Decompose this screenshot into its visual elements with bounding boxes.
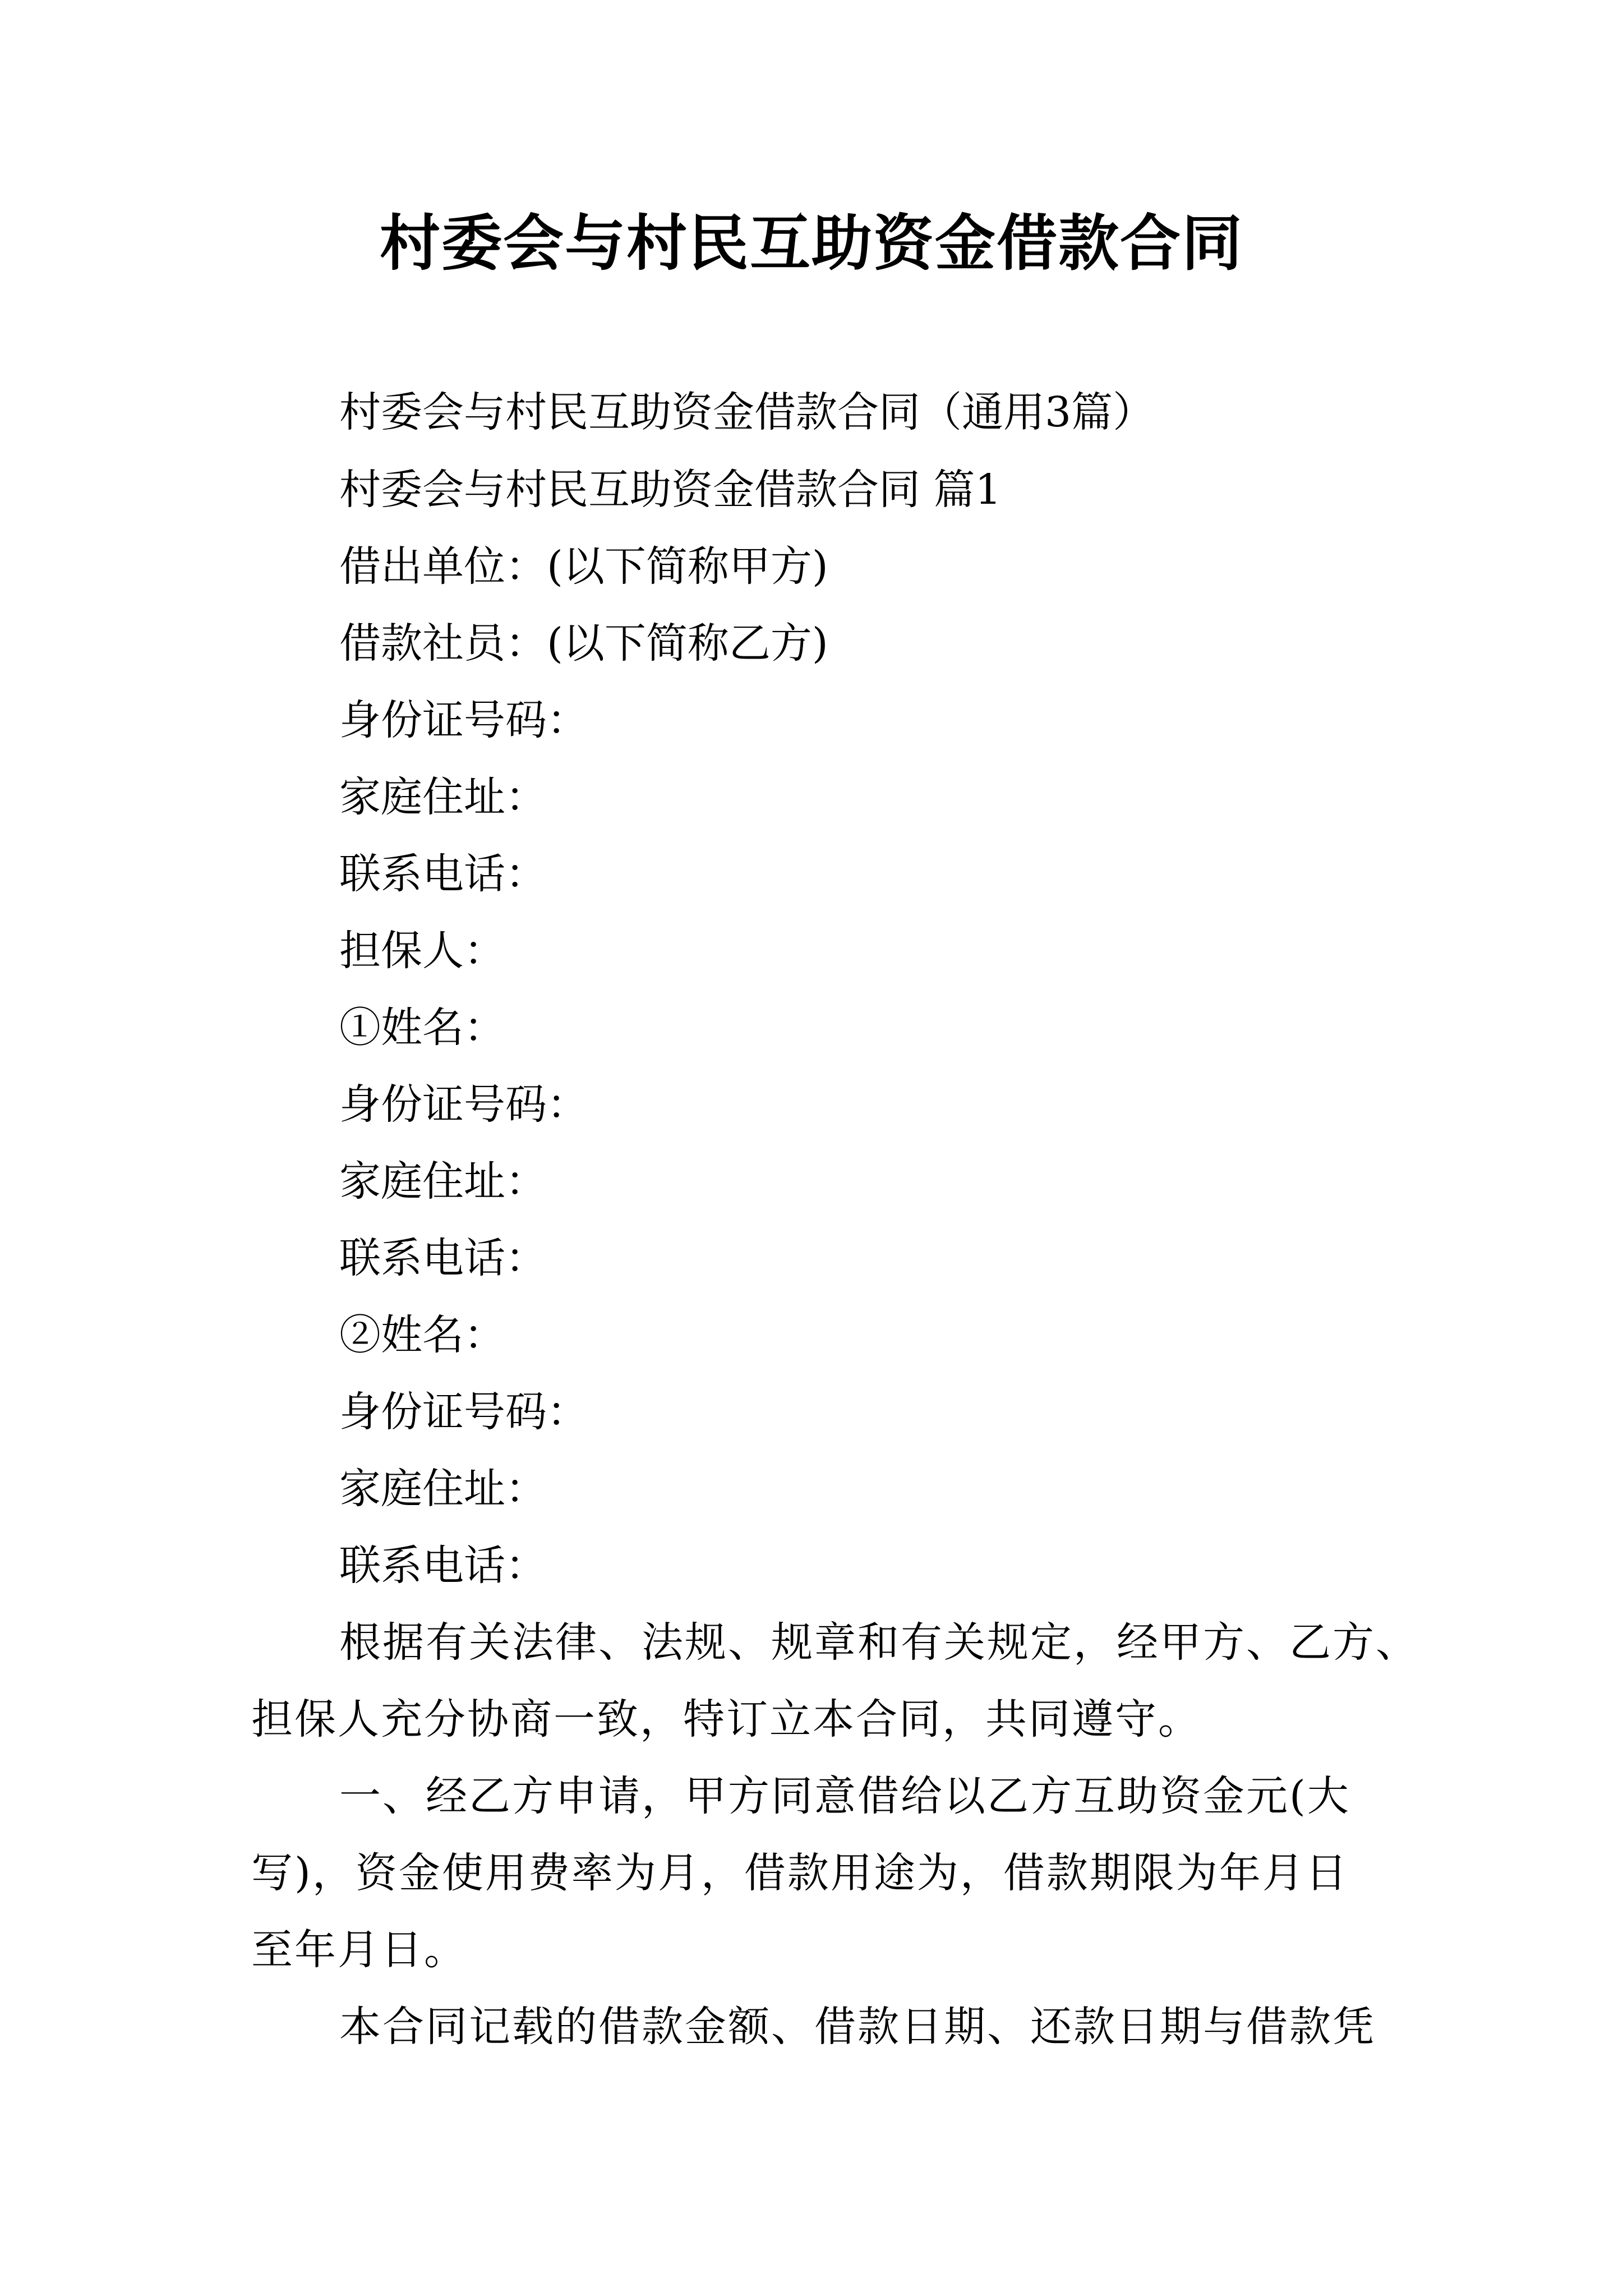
guarantor-2-address-field: 家庭住址： <box>339 1465 547 1513</box>
borrower-id-field: 身份证号码： <box>339 696 588 744</box>
document-title: 村委会与村民互助资金借款合同 <box>379 209 1243 279</box>
guarantor-1-address-field: 家庭住址： <box>339 1157 547 1205</box>
paragraph-2-line-2: 写)，资金使用费率为月，借款用途为，借款期限为年月日 <box>251 1849 1349 1897</box>
guarantor-1-phone-field: 联系电话： <box>339 1234 547 1282</box>
paragraph-2-line-1: 一、经乙方申请，甲方同意借给以乙方互助资金元(大 <box>339 1772 1350 1820</box>
subtitle-line: 村委会与村民互助资金借款合同（通用3篇） <box>339 388 1155 436</box>
paragraph-1-line-1: 根据有关法律、法规、规章和有关规定，经甲方、乙方、 <box>339 1618 1419 1667</box>
borrower-field: 借款社员：(以下简称乙方) <box>339 619 828 668</box>
guarantor-label: 担保人： <box>339 927 505 975</box>
lender-field: 借出单位：(以下简称甲方) <box>339 542 828 591</box>
guarantor-1-id-field: 身份证号码： <box>339 1080 588 1129</box>
guarantor-1-name-field: ①姓名： <box>339 1004 505 1052</box>
paragraph-2-line-3: 至年月日。 <box>251 1926 467 1974</box>
guarantor-2-id-field: 身份证号码： <box>339 1388 588 1436</box>
borrower-address-field: 家庭住址： <box>339 773 547 821</box>
paragraph-1-line-2: 担保人充分协商一致，特订立本合同，共同遵守。 <box>251 1695 1201 1743</box>
paragraph-3-line-1: 本合同记载的借款金额、借款日期、还款日期与借款凭 <box>339 2003 1376 2051</box>
guarantor-2-name-field: ②姓名： <box>339 1311 505 1359</box>
guarantor-2-phone-field: 联系电话： <box>339 1542 547 1590</box>
borrower-phone-field: 联系电话： <box>339 850 547 898</box>
section-heading: 村委会与村民互助资金借款合同 篇1 <box>339 466 1002 514</box>
